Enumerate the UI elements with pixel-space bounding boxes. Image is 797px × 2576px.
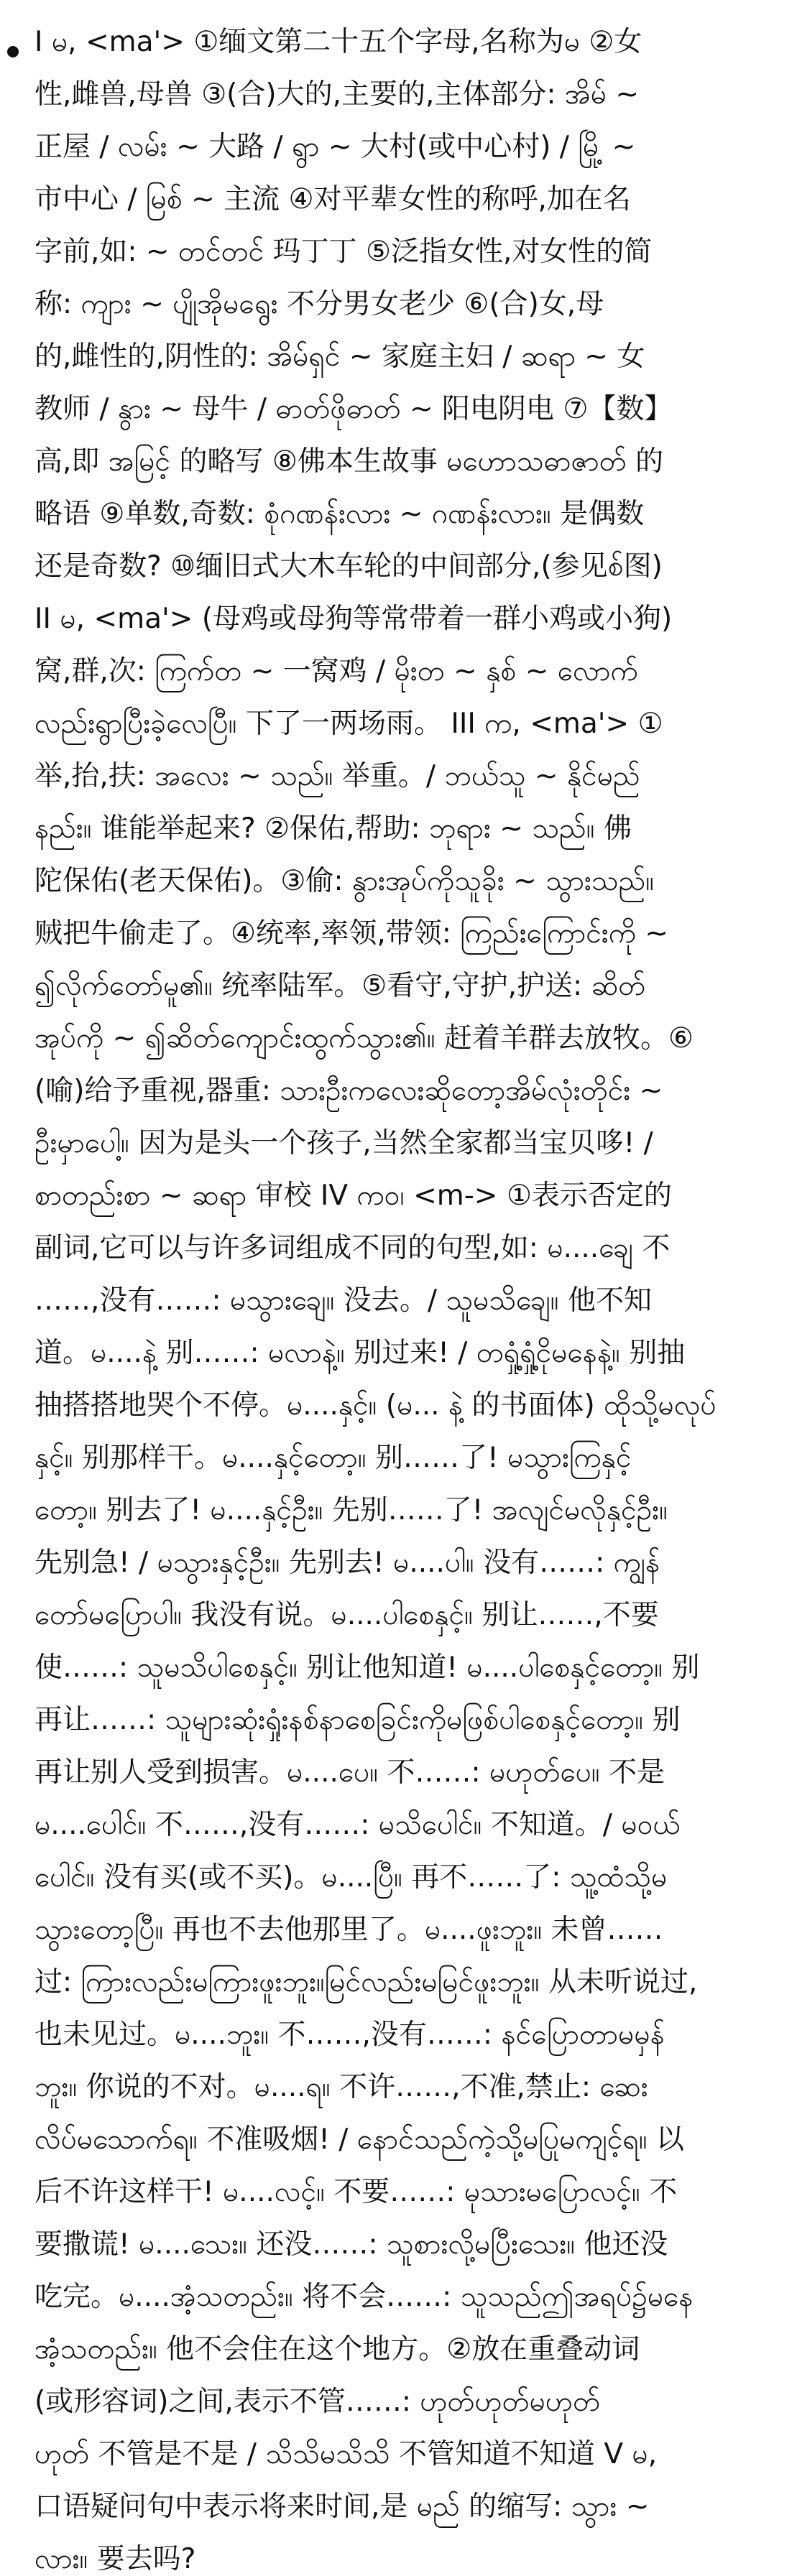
entry-text-line: 先别急! / မသွားနှင့်ဦး။ 先别去! မ....ပါ။ 没有……: ကျွန် [34,1547,660,1579]
entry-text-line: 吃完。မ....အံ့သတည်း။ 将不会……: သူသည်ဤအရပ်၌မနေ [34,2281,694,2313]
entry-text-line: 过: ကြားလည်းမကြားဖူးဘူး။မြင်လည်းမမြင်ဖူးဘူး။ 从未听说过, [34,1966,698,1998]
dictionary-entry [34,16,780,2576]
entry-text-line: 称: ကျား ~ ပျိုအိုမရွေး 不分男女老少 ⑥(合)女,母 [34,288,604,320]
entry-text-line: ……,没有……: မသွားချေ။ 没去。/ သူမသိချေ။ 他不知 [34,1284,653,1317]
entry-text-line: 要撒谎! မ....သေး။ 还没……: သူစားလို့မပြီးသေး။ 他还没 [34,2228,668,2261]
entry-text-line: 高,即 အမြင့် 的略写 ⑧佛本生故事 မဟောသဓာဇာတ် 的 [34,445,664,478]
entry-text-line: သွားတော့ပြီ။ 再也不去他那里了。မ....ဖူးဘူး။ 未曾…… [34,1914,663,1946]
entry-text-line: 后不许这样干! မ....လင့်။ 不要……: မုသားမပြောလင့်။ 不 [34,2176,678,2208]
entry-text-line: 再让别人受到损害。မ....ပေ။ 不……: မဟုတ်ပေ။ 不是 [34,1756,665,1789]
entry-text-line: 窝,群,次: ကြက်တ ~ 一窝鸡 / မိုးတ ~ နှစ် ~ လောက် [34,655,638,687]
entry-text-line: 举,抬,扶: အလေး ~ သည်။ 举重。/ ဘယ်သူ ~ နိုင်မည် [34,760,640,792]
entry-text-line: ဦးမှာပေါ့။ 因为是头一个孩子,当然全家都当宝贝哆! / [34,1127,653,1159]
entry-text-line: လည်းရွာပြီးခဲ့လေပြီ။ 下了一两场雨。 III က, <ma'> ① [34,708,663,740]
entry-text-line: 教师 / နွား ~ 母牛 / ဓာတ်ဖိုဓာတ် ~ 阳电阴电 ⑦【数】 [34,393,673,425]
entry-text-line: 还是奇数? ⑩缅旧式大木车轮的中间部分,(参见စ်图) [34,550,663,583]
entry-text-line: 市中心 / မြစ် ~ 主流 ④对平辈女性的称呼,加在名 [34,183,631,216]
entry-text-line: 陀保佑(老天保佑)。③偷: နွားအုပ်ကိုသူခိုး ~ သွားသည်။ [34,865,655,897]
entry-bullet-icon [7,46,19,57]
entry-text-line: 正屋 / လမ်း ~ 大路 / ရွာ ~ 大村(或中心村) / မြို့ ~ [34,131,636,163]
entry-text-line: တော်မပြောပါ။ 我没有说。မ....ပါစေနှင့်။ 别让……,不要 [34,1599,659,1631]
entry-text-line: နှင့်။ 别那样干。မ....နှင့်တော့။ 别……了! မသွားကြနှင့် [34,1442,632,1474]
entry-text-line: တော့။ 别去了! မ....နှင့်ဦး။ 先别……了! အလျင်မလိုနှင့်ဦး။ [34,1494,668,1526]
entry-text-line: အုပ်ကို ~ ၍ဆိတ်ကျောင်းထွက်သွား၏။ 赶着羊群去放牧。⑥ [34,1022,694,1055]
entry-text-line: စာတည်းစာ ~ ဆရာ 审校 IV ကဝ၊ <m-> ①表示否定的 [34,1180,672,1212]
entry-text-line: လိပ်မသောက်ရ။ 不准吸烟! / နောင်သည်ကဲ့သို့မပြုမကျင့်ရ။ 以 [34,2123,685,2156]
entry-text-line: မ....ပေါင်။ 不……,没有……: မသိပေါင်။ 不知道。/ မဝယ် [34,1809,681,1841]
entry-text-line: 性,雌兽,母兽 ③(合)大的,主要的,主体部分: အိမ် ~ [34,78,640,111]
entry-text-line: 再让……: သူများဆုံးရှုံးနစ်နာစေခြင်းကိုမဖြစ်ပါစေနှင့်တော့။ 别 [34,1704,681,1736]
entry-text-line: I မ, <ma'> ①缅文第二十五个字母,名称为မ ②女 [34,26,642,58]
entry-text-line: နည်း။ 谁能举起来? ②保佑,帮助: ဘုရား ~ သည်။ 佛 [34,812,632,845]
entry-text-line: ဟုတ် 不管是不是 / သိသိမသိသိ 不管知道不知道 V မ, [34,2438,658,2470]
entry-text-line: 道。မ....နဲ့ 别……: မလာနဲ့။ 别过来! / တရှုံ့ရှုံ့ငိုမနေနဲ့။ 别抽 [34,1337,686,1369]
entry-text-line: လား။ 要去吗? [34,2543,196,2575]
entry-text-line: 的,雌性的,阴性的: အိမ်ရှင် ~ 家庭主妇 / ဆရာ ~ 女 [34,340,645,373]
entry-text-line: 使……: သူမသိပါစေနှင့်။ 别让他知道! မ....ပါစေနှင့်တော့။ 别 [34,1651,700,1684]
entry-text-line: 也未见过。မ....ဘူး။ 不……,没有……: နင်ပြောတာမမှန် [34,2019,665,2051]
entry-text-line: ပေါင်။ 没有买(或不买)。မ....ပြီ။ 再不……了: သူ့ထံသို့မ [34,1861,668,1894]
entry-text-line: (喻)给予重视,器重: သားဦးကလေးဆိုတော့အိမ်လုံးတိုင်း ~ [34,1075,663,1107]
entry-text-line: ၍လိုက်တော်မူ၏။ 统率陆军。⑤看守,守护,护送: ဆိတ် [34,970,646,1002]
entry-text-line: 副词,它可以与许多词组成不同的句型,如: မ....ချေ 不 [34,1232,671,1264]
entry-text-line: အံ့သတည်း။ 他不会住在这个地方。②放在重叠动词 [34,2333,640,2366]
entry-text-line: 抽搭搭地哭个不停。မ....နှင့်။ (မ... နဲ့ 的书面体) ထိုသို့မလုပ် [34,1389,717,1422]
entry-text-line: (或形容词)之间,表示不管……: ဟုတ်ဟုတ်မဟုတ် [34,2386,601,2418]
entry-text-line: ဘူး။ 你说的不对。မ....ရ။ 不许……,不准,禁止: ဆေး [34,2071,648,2103]
entry-text-line: 略语 ⑨单数,奇数: စုံဂဏန်းလား ~ ဂဏန်းလား။ 是偶数 [34,498,645,530]
entry-text-line: II မ, <ma'> (母鸡或母狗等常带着一群小鸡或小狗) [34,603,673,635]
entry-text-line: 口语疑问句中表示将来时间,是 မည် 的缩写: သွား ~ [34,2491,650,2523]
entry-text-line: 字前,如: ~ တင်တင် 玛丁丁 ⑤泛指女性,对女性的简 [34,236,653,268]
entry-text-line: 贼把牛偷走了。④统率,率领,带领: ကြည်းကြောင်းကို ~ [34,917,669,950]
